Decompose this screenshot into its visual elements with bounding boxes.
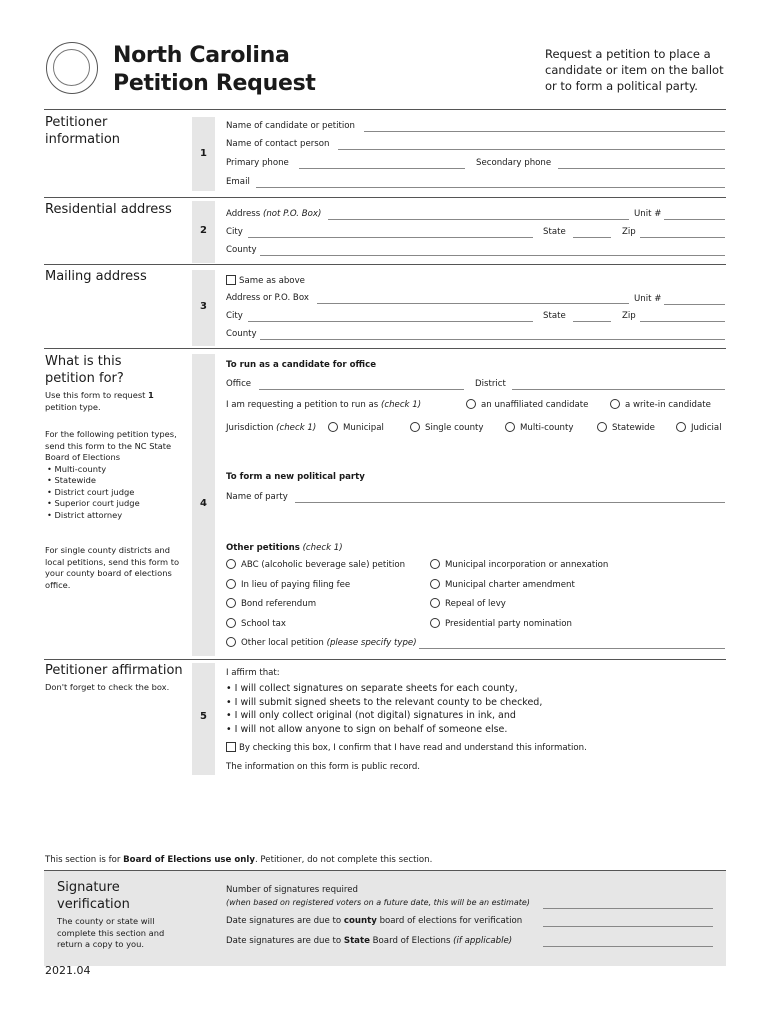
radio-circle[interactable] [505, 422, 515, 432]
jurisdiction-municipal[interactable]: Municipal [328, 422, 384, 434]
divider [44, 264, 726, 265]
required-field[interactable] [543, 908, 713, 909]
nc-state-seal [46, 42, 98, 94]
county-due-label: Date signatures are due to county board of elections for verification [226, 916, 523, 926]
checkbox[interactable] [226, 275, 236, 285]
primary-phone-field[interactable] [299, 168, 465, 169]
jurisdiction-statewide[interactable]: Statewide [597, 422, 655, 434]
state-field[interactable] [573, 237, 611, 238]
unit-label: Unit # [634, 294, 662, 304]
section-title: Mailing address [45, 269, 147, 284]
jurisdiction-label: Jurisdiction (check 1) [226, 423, 317, 433]
candidate-field[interactable] [364, 131, 725, 132]
signature-verification-title: Signature verification [57, 880, 130, 912]
form-version: 2021.04 [45, 964, 91, 977]
signature-verification-desc: The county or state will complete this section and return a copy to you. [57, 916, 165, 949]
list-item: • I will collect signatures on separate sheets for each county, [226, 683, 518, 694]
address-label: Address or P.O. Box [226, 293, 309, 303]
radio-circle[interactable] [430, 579, 440, 589]
section-title: Petitioner information [45, 115, 121, 147]
district-label: District [475, 379, 506, 389]
email-label: Email [226, 177, 250, 187]
other-local-option[interactable]: Other local petition (please specify type) [226, 637, 417, 649]
radio-circle[interactable] [226, 637, 236, 647]
radio-circle[interactable] [597, 422, 607, 432]
state-due-label: Date signatures are due to State Board of Elections (if applicable) [226, 936, 513, 946]
city-field[interactable] [248, 321, 533, 322]
state-label: State [543, 227, 566, 237]
city-field[interactable] [248, 237, 533, 238]
radio-circle[interactable] [430, 559, 440, 569]
unit-field[interactable] [664, 304, 725, 305]
radio-circle[interactable] [226, 598, 236, 608]
party-name-field[interactable] [295, 502, 725, 503]
required-hint: (when based on registered voters on a future date, this will be an estimate) [226, 898, 530, 907]
city-label: City [226, 227, 243, 237]
page-title: North Carolina Petition Request [113, 43, 316, 96]
radio-circle[interactable] [226, 559, 236, 569]
county-board-note: For single county districts and local petitions, send this form to your county board of elections office. [45, 545, 180, 590]
checkbox-reminder: Don't forget to check the box. [45, 682, 170, 692]
unit-field[interactable] [664, 219, 725, 220]
list-item: • I will not allow anyone to sign on behalf of someone else. [226, 723, 508, 735]
county-field[interactable] [260, 255, 725, 256]
county-due-field[interactable] [543, 926, 713, 927]
zip-label: Zip [622, 227, 636, 237]
write-in-option[interactable]: a write-in candidate [610, 399, 711, 411]
requesting-label: I am requesting a petition to run as (check 1) [226, 400, 422, 410]
office-use-note: This section is for Board of Elections use only. Petitioner, do not complete this section. [45, 855, 433, 865]
intro-text: Request a petition to place a candidate or item on the ballot or to form a political party. [545, 47, 724, 93]
address-label: Address (not P.O. Box) [226, 209, 322, 219]
contact-label: Name of contact person [226, 139, 330, 149]
abc-petition-option[interactable]: ABC (alcoholic beverage sale) petition [226, 559, 405, 571]
section-title: What is this petition for? [45, 354, 124, 386]
section-number-box: 5 [192, 663, 215, 775]
school-tax-option[interactable]: School tax [226, 618, 286, 630]
office-label: Office [226, 379, 252, 389]
presidential-nomination-option[interactable]: Presidential party nomination [430, 618, 572, 630]
radio-circle[interactable] [226, 579, 236, 589]
candidate-heading: To run as a candidate for office [226, 360, 377, 370]
district-field[interactable] [512, 389, 725, 390]
jurisdiction-judicial[interactable]: Judicial [676, 422, 722, 434]
county-field[interactable] [260, 339, 725, 340]
same-as-above-option[interactable]: Same as above [226, 275, 305, 287]
request-note: Use this form to request 1 petition type. [45, 390, 154, 412]
state-board-note: For the following petition types, send this form to the NC State Board of Elections • Multi-county • Statewide • District court judge • Superior court judge • District attorney [45, 429, 185, 521]
section-number-box: 2 [192, 201, 215, 263]
bond-referendum-option[interactable]: Bond referendum [226, 598, 316, 610]
other-local-field[interactable] [419, 648, 725, 649]
address-field[interactable] [317, 303, 629, 304]
section-number-box: 1 [192, 117, 215, 191]
filing-fee-option[interactable]: In lieu of paying filing fee [226, 579, 350, 591]
section-number-box: 4 [192, 354, 215, 656]
divider [44, 197, 726, 198]
section-number-box: 3 [192, 270, 215, 346]
secondary-phone-label: Secondary phone [476, 158, 552, 168]
radio-circle[interactable] [430, 618, 440, 628]
radio-circle[interactable] [410, 422, 420, 432]
primary-phone-label: Primary phone [226, 158, 289, 168]
affirmation-list [226, 682, 542, 736]
affirm-heading: I affirm that: [226, 668, 280, 678]
incorporation-option[interactable]: Municipal incorporation or annexation [430, 559, 608, 571]
jurisdiction-single-county[interactable]: Single county [410, 422, 483, 434]
zip-field[interactable] [640, 321, 725, 322]
state-due-field[interactable] [543, 946, 713, 947]
zip-label: Zip [622, 311, 636, 321]
public-record-note: The information on this form is public record. [226, 762, 421, 772]
checkbox[interactable] [226, 742, 236, 752]
email-field[interactable] [256, 187, 725, 188]
contact-field[interactable] [338, 149, 725, 150]
secondary-phone-field[interactable] [558, 168, 725, 169]
address-field[interactable] [328, 219, 629, 220]
state-field[interactable] [573, 321, 611, 322]
radio-circle[interactable] [430, 598, 440, 608]
radio-circle[interactable] [226, 618, 236, 628]
radio-circle[interactable] [328, 422, 338, 432]
jurisdiction-multi-county[interactable]: Multi-county [505, 422, 573, 434]
confirm-option[interactable]: By checking this box, I confirm that I have read and understand this information. [226, 742, 587, 754]
list-item: • I will submit signed sheets to the relevant county to be checked, [226, 696, 543, 708]
office-field[interactable] [259, 389, 464, 390]
radio-circle[interactable] [610, 399, 620, 409]
party-heading: To form a new political party [226, 472, 365, 482]
other-petitions-heading: Other petitions (check 1) [226, 543, 343, 553]
county-label: County [226, 329, 257, 339]
required-label: Number of signatures required [226, 885, 358, 895]
radio-circle[interactable] [466, 399, 476, 409]
repeal-levy-option[interactable]: Repeal of levy [430, 598, 506, 610]
county-label: County [226, 245, 257, 255]
city-label: City [226, 311, 243, 321]
zip-field[interactable] [640, 237, 725, 238]
unaffiliated-option[interactable]: an unaffiliated candidate [466, 399, 588, 411]
section-title: Residential address [45, 202, 172, 217]
party-name-label: Name of party [226, 492, 288, 502]
state-petition-types: • Multi-county • Statewide • District court judge • Superior court judge • District attorney [45, 464, 185, 522]
list-item: • I will only collect original (not digital) signatures in ink, and [226, 710, 516, 721]
divider [44, 348, 726, 349]
divider [44, 109, 726, 110]
unit-label: Unit # [634, 209, 662, 219]
candidate-label: Name of candidate or petition [226, 121, 355, 131]
radio-circle[interactable] [676, 422, 686, 432]
charter-amendment-option[interactable]: Municipal charter amendment [430, 579, 575, 591]
divider [44, 659, 726, 660]
section-title: Petitioner affirmation [45, 663, 183, 678]
state-label: State [543, 311, 566, 321]
